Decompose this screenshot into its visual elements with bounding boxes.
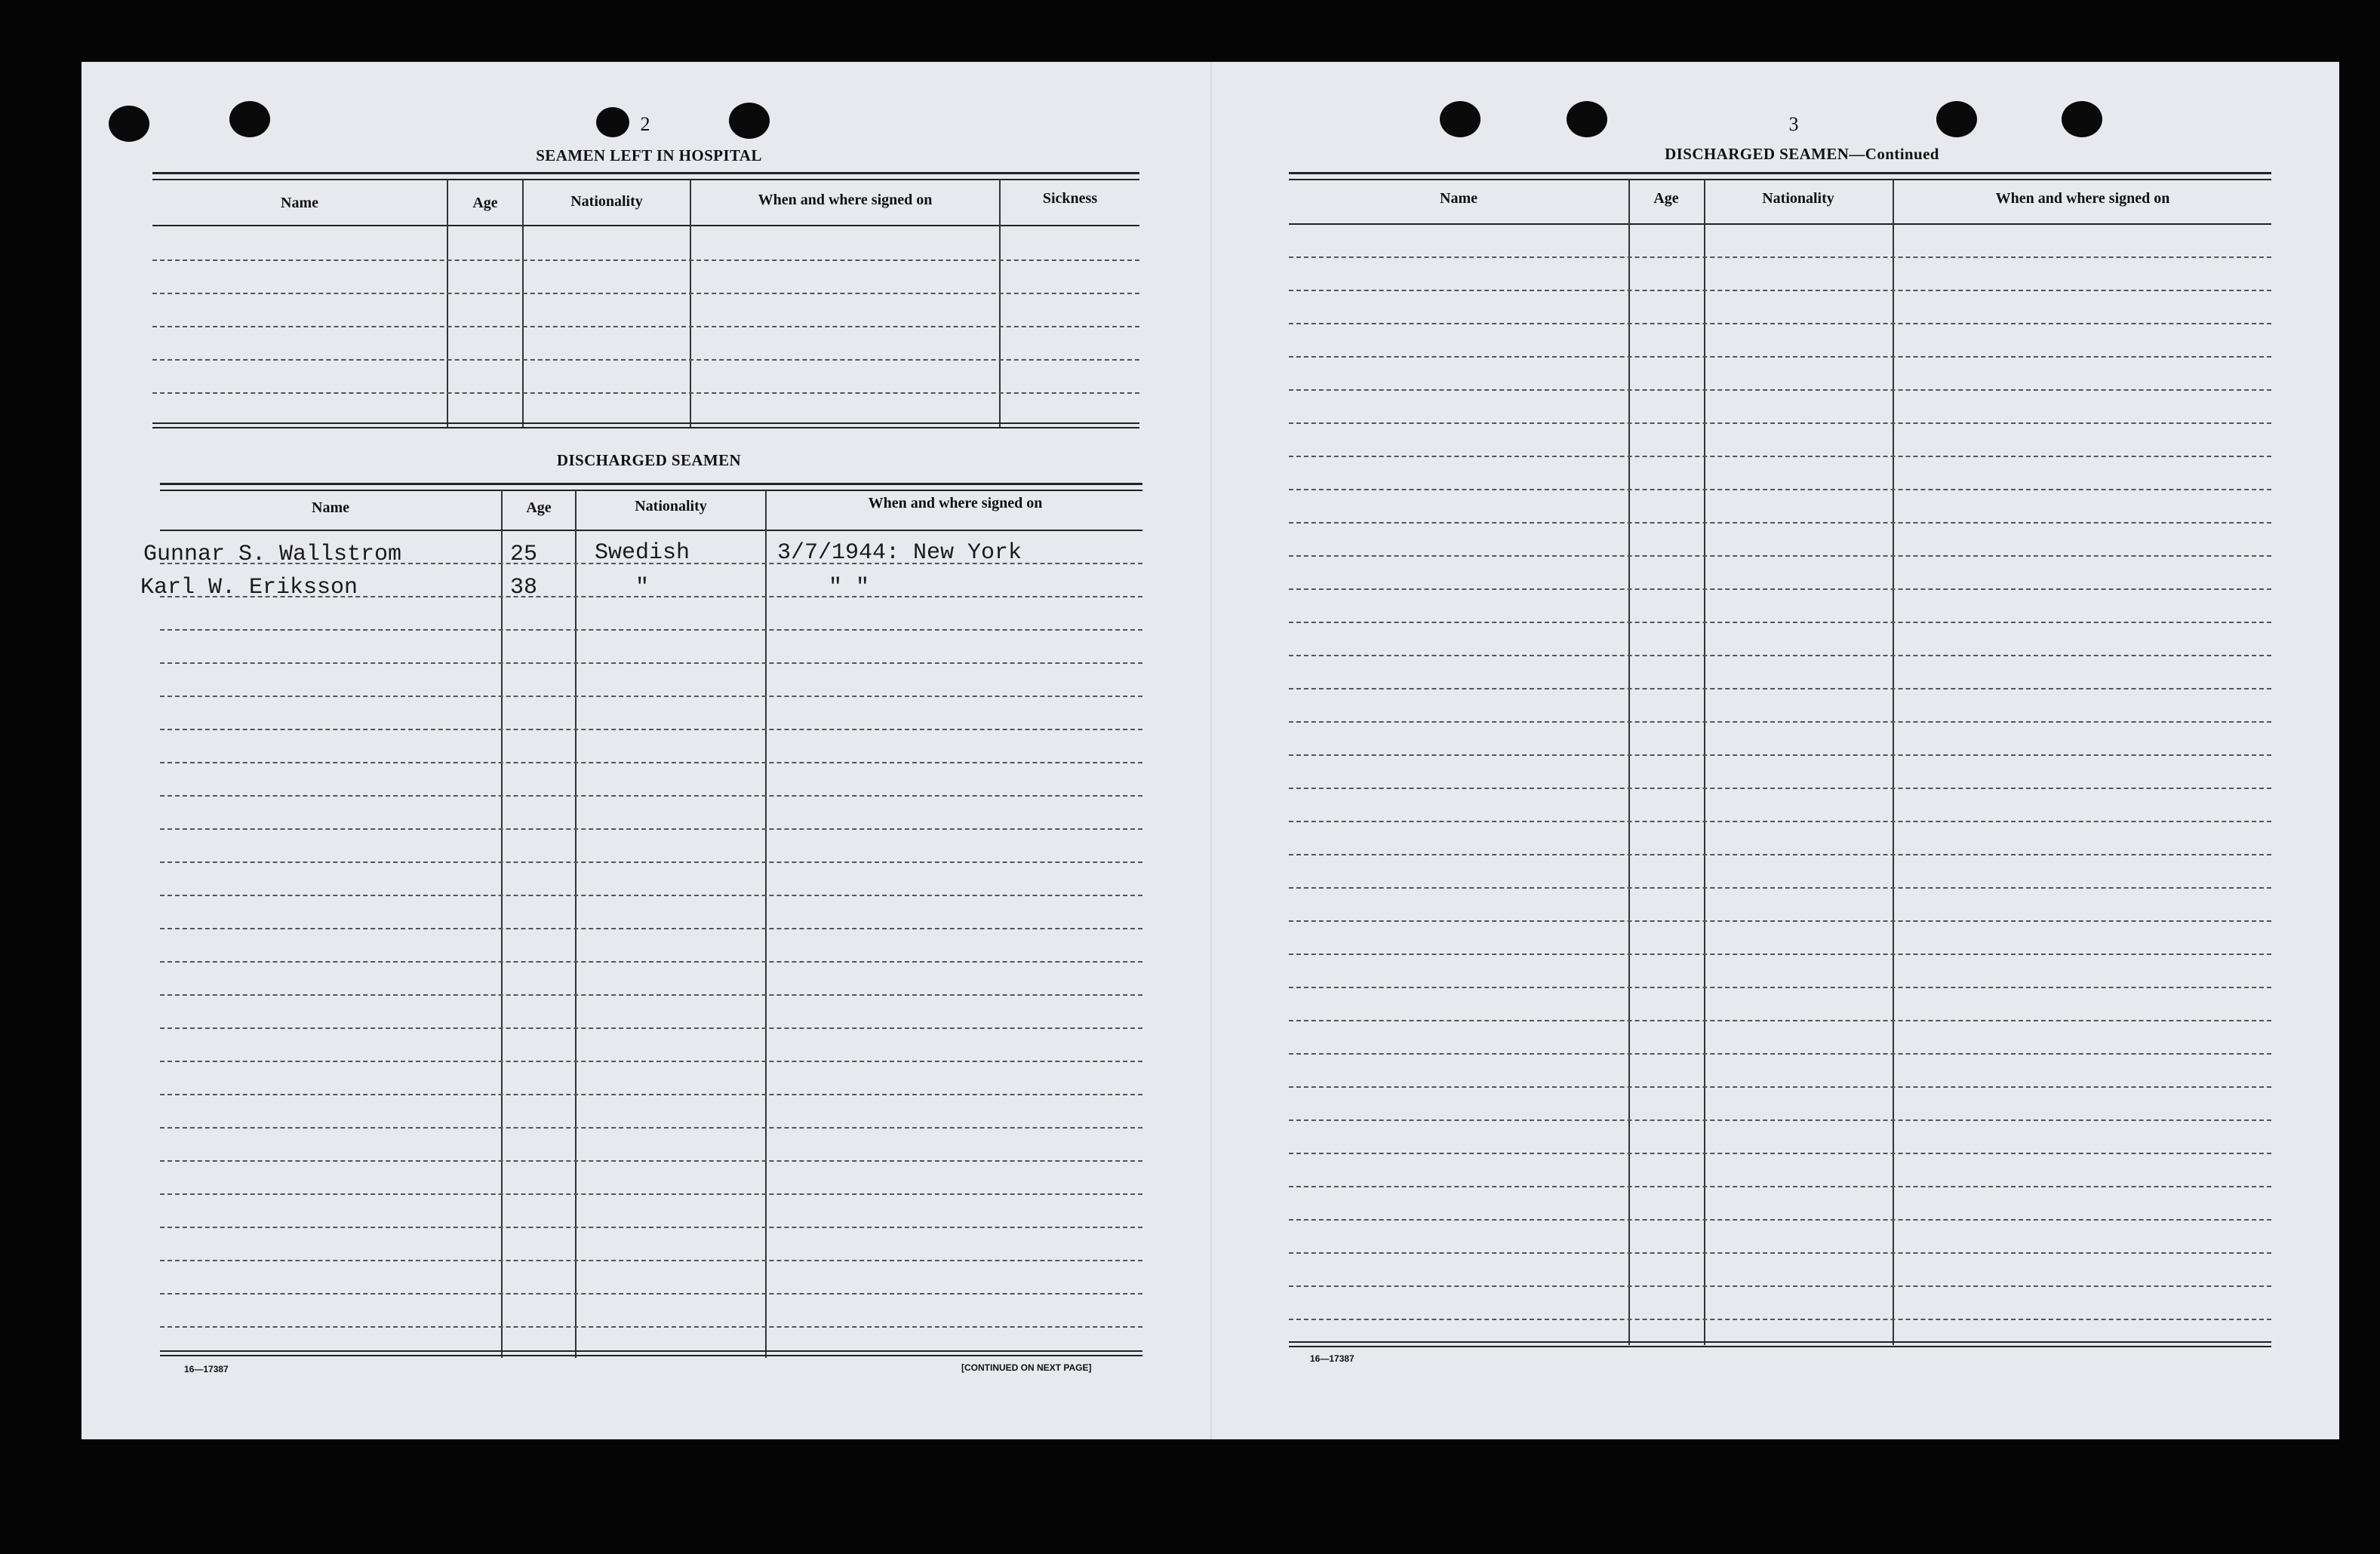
discharged-table (160, 483, 1142, 1358)
ruled-line (160, 795, 1142, 797)
column-header-age: Age (526, 499, 552, 516)
ruled-line (1289, 854, 2271, 855)
column-header-nationality: Nationality (570, 193, 643, 210)
column-header-age: Age (1653, 190, 1679, 207)
ruled-line (1289, 522, 2271, 524)
seaman-name: Karl W. Eriksson (140, 575, 358, 600)
punch-hole (109, 106, 149, 142)
ruled-line (1289, 323, 2271, 324)
ruled-line (160, 1227, 1142, 1228)
ruled-line (160, 729, 1142, 730)
ruled-line (1289, 1153, 2271, 1154)
column-header-sickness: Sickness (1042, 190, 1098, 207)
column-header-nationality: Nationality (635, 498, 707, 514)
ruled-line (1289, 1285, 2271, 1287)
column-header-signed-on: When and where signed on (1995, 190, 2170, 207)
hospital-table (152, 172, 1139, 428)
seaman-age: 25 (510, 542, 538, 567)
ruled-line (1289, 821, 2271, 822)
ruled-line (1289, 290, 2271, 291)
column-header-signed-on: When and where signed on (868, 495, 1043, 511)
ruled-line (160, 1094, 1142, 1095)
punch-hole (1936, 101, 1977, 137)
ruled-line (1289, 754, 2271, 756)
ruled-line (160, 1193, 1142, 1195)
punch-hole (596, 107, 629, 137)
ruled-line (160, 1326, 1142, 1328)
seaman-signed-on: 3/7/1944: New York (777, 540, 1022, 566)
ruled-line (160, 662, 1142, 664)
ruled-line (1289, 1086, 2271, 1088)
ruled-line (1289, 1252, 2271, 1254)
column-header-name: Name (1440, 190, 1478, 207)
ruled-line (160, 1260, 1142, 1261)
ruled-line (160, 1160, 1142, 1162)
ruled-line (1289, 456, 2271, 457)
ruled-line (1289, 1020, 2271, 1021)
seaman-nationality: Swedish (595, 540, 690, 566)
page-number: 2 (640, 113, 650, 135)
ruled-line (160, 828, 1142, 830)
ruled-line (1289, 688, 2271, 689)
ruled-line (1289, 987, 2271, 988)
ruled-line (1289, 1319, 2271, 1320)
form-number: 16—17387 (184, 1364, 229, 1374)
ruled-line (160, 861, 1142, 863)
ruled-line (160, 1061, 1142, 1062)
ruled-line (1289, 887, 2271, 889)
ruled-line (160, 895, 1142, 896)
ruled-line (1289, 389, 2271, 391)
continued-note: [CONTINUED ON NEXT PAGE] (961, 1362, 1092, 1373)
page-number: 3 (1788, 113, 1799, 135)
punch-hole (2062, 101, 2102, 137)
ruled-line (160, 1293, 1142, 1294)
ruled-line (160, 629, 1142, 631)
column-header-age: Age (472, 195, 498, 211)
form-number: 16—17387 (1310, 1353, 1355, 1364)
seaman-signed-on: " " (829, 575, 870, 600)
ruled-line (1289, 1219, 2271, 1221)
ruled-line (1289, 1186, 2271, 1187)
discharged-section-title: DISCHARGED SEAMEN (556, 451, 742, 469)
ruled-line (1289, 788, 2271, 789)
column-header-name: Name (312, 499, 349, 516)
column-header-name: Name (281, 195, 318, 211)
ruled-line (1289, 622, 2271, 623)
seaman-name: Gunnar S. Wallstrom (143, 542, 402, 567)
ruled-line (1289, 555, 2271, 557)
ruled-line (1289, 721, 2271, 723)
title-suffix: —Continued (1849, 145, 1939, 163)
ruled-line (1289, 1119, 2271, 1121)
ruled-line (1289, 1053, 2271, 1055)
punch-hole (729, 103, 770, 139)
seaman-nationality: " (635, 575, 650, 600)
ruled-line (1289, 489, 2271, 490)
ruled-line (1289, 356, 2271, 358)
seaman-age: 38 (510, 575, 538, 600)
ruled-line (160, 994, 1142, 996)
page-fold (1210, 62, 1212, 1439)
column-header-nationality: Nationality (1762, 190, 1834, 207)
ruled-line (1289, 588, 2271, 590)
ruled-line (160, 696, 1142, 697)
ruled-line (1289, 256, 2271, 258)
ruled-line (160, 961, 1142, 963)
ruled-line (160, 762, 1142, 763)
ruled-line (160, 1127, 1142, 1129)
ruled-line (1289, 954, 2271, 955)
title-main: DISCHARGED SEAMEN (1665, 145, 1850, 163)
discharged-continued-title (1553, 145, 2051, 164)
column-header-signed-on: When and where signed on (758, 192, 933, 208)
hospital-section-title: SEAMEN LEFT IN HOSPITAL (536, 146, 762, 164)
ruled-line (1289, 920, 2271, 922)
ruled-line (1289, 655, 2271, 656)
discharged-continued-table (1289, 172, 2271, 1349)
punch-hole (229, 101, 270, 137)
punch-hole (1440, 101, 1481, 137)
ruled-line (1289, 422, 2271, 424)
ruled-line (160, 928, 1142, 929)
ruled-line (160, 1027, 1142, 1029)
punch-hole (1567, 101, 1607, 137)
